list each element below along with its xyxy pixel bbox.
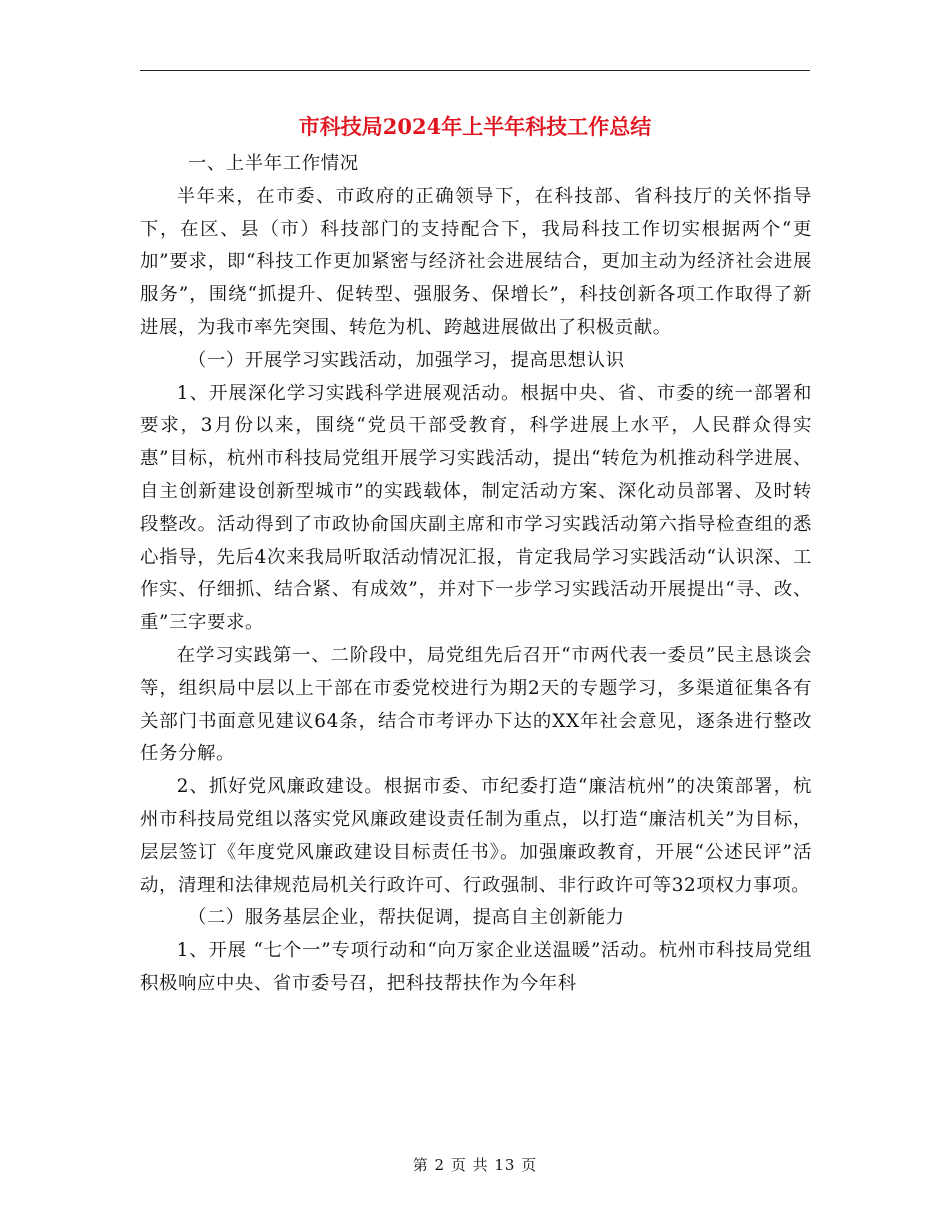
page-number: 第 2 页 共 13 页 [412,1156,538,1174]
header-rule [140,70,810,71]
paragraph: 1、开展深化学习实践科学进展观活动。根据中央、省、市委的统一部署和要求，3月份以来，围绕“党员干部受教育，科学进展上水平，人民群众得实惠”目标，杭州市科技局党组开展学习实践活动，提出“转危为机推动科学进展、自主创新建设创新型城市”的实践载体，制定活动方案、深化动员部署、及时转段整改。活动得到了市政协俞国庆副主席和市学习实践活动第六指导检查组的悉心指导，先后4次来我局听取活动情况汇报，肯定我局学习实践活动“认识深、工作实、仔细抓、结合紧、有成效”，并对下一步学习实践活动开展提出“寻、改、重”三字要求。 [140,382,812,634]
paragraph: 1、开展 “七个一”专项行动和“向万家企业送温暖”活动。杭州市科技局党组积极响应中央、省市委号召，把科技帮扶作为今年科 [140,940,812,994]
paragraph: 在学习实践第一、二阶段中，局党组先后召开“市两代表一委员”民主恳谈会等，组织局中层以上干部在市委党校进行为期2天的专题学习，多渠道征集各有关部门书面意见建议64条，结合市考评办下达的XX年社会意见，逐条进行整改任务分解。 [140,644,812,765]
subsection-heading: （二）服务基层企业，帮扶促调，提高自主创新能力 [187,907,625,929]
section-heading: 一、上半年工作情况 [187,153,359,174]
document-body [140,148,812,1001]
paragraph: 半年来，在市委、市政府的正确领导下，在科技部、省科技厅的关怀指导下，在区、县（市）科技部门的支持配合下，我局科技工作切实根据两个“更加”要求，即“科技工作更加紧密与经济社会进展结合，更加主动为经济社会进展服务”，围绕“抓提升、促转型、强服务、保增长”，科技创新各项工作取得了新进展，为我市率先突围、转危为机、跨越进展做出了积极贡献。 [140,185,812,338]
subsection-heading: （一）开展学习实践活动，加强学习，提高思想认识 [187,349,625,371]
document-title: 市科技局2024年上半年科技工作总结 [298,114,652,139]
paragraph: 2、抓好党风廉政建设。根据市委、市纪委打造“廉洁杭州”的决策部署，杭州市科技局党组以落实党风廉政建设责任制为重点，以打造“廉洁机关”为目标，层层签订《年度党风廉政建设目标责任书》。加强廉政教育，开展“公述民评”活动，清理和法律规范局机关行政许可、行政强制、非行政许可等32项权力事项。 [140,776,812,896]
